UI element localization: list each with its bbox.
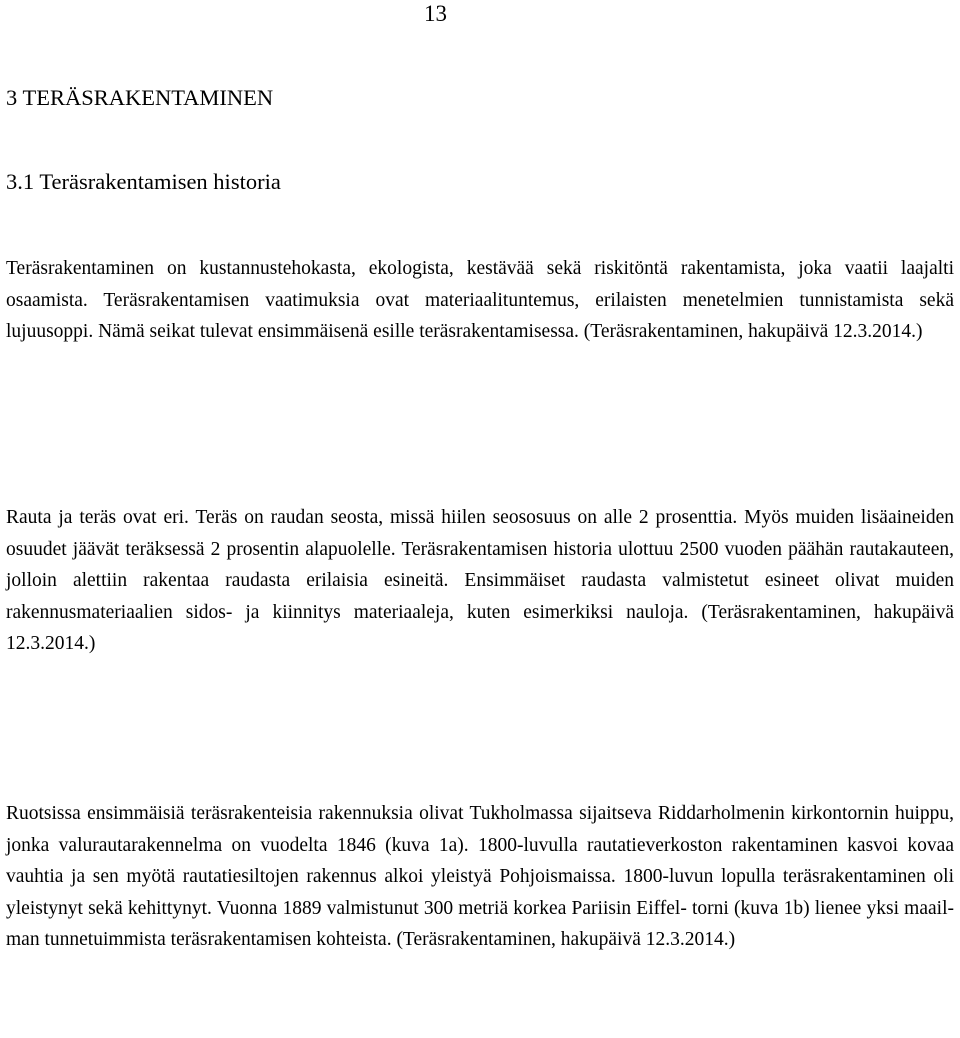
paragraph-iron-steel: Rauta ja teräs ovat eri. Teräs on raudan seosta, missä hiilen seososuus on alle 2 prosenttia. Myös muiden lisäaineiden osuudet jäävät teräksessä 2 prosentin alapuolelle. Teräsrakentamisen historia ulottuu 2500 vuoden päähän rautakauteen, jolloin alettiin rakentaa raudasta erilaisia esineitä. Ensimmäiset raudasta valmistetut esineet olivat muiden rakennusmateriaalien sidos- ja kiinnitys materiaaleja, kuten esimerkiksi nauloja. (Teräsrakentaminen, hakupäivä 12.3.2014.) xyxy=(6,507,954,654)
paragraph-sweden-history: Ruotsissa ensimmäisiä teräsrakenteisia rakennuksia olivat Tukholmassa sijaitseva Riddarholmenin kirkontornin huippu, jonka valurautarakennelma on vuodelta 1846 (kuva 1a). 1800-luvulla rautatieverkoston rakentaminen kasvoi kovaa vauhtia ja sen myötä rautatiesiltojen rakennus alkoi yleistyä Pohjoismaissa. 1800-luvun lopulla teräsrakentaminen oli yleistynyt sekä kehittynyt. Vuonna 1889 valmistunut 300 metriä korkea Pariisin Eiffel- torni (kuva 1b) lienee yksi maailman tunnetuimmista teräsrakentamisen kohteista. (Teräsrakentaminen, hakupäivä 12.3.2014.) xyxy=(6,803,954,950)
section-heading: 3.1 Teräsrakentamisen historia xyxy=(6,169,281,194)
page-number: 13 xyxy=(424,1,447,26)
chapter-heading: 3 TERÄSRAKENTAMINEN xyxy=(6,85,274,110)
paragraph-intro: Teräsrakentaminen on kustannustehokasta, ekologista, kestävää sekä riskitöntä rakentamista, joka vaatii laajalti osaamista. Teräsrakentamisen vaatimuksia ovat materiaalituntemus, erilaisten menetelmien tunnistamista sekä lujuusoppi. Nämä seikat tulevat ensimmäisenä esille teräsrakentamisessa. (Teräsrakentaminen, hakupäivä 12.3.2014.) xyxy=(6,258,954,342)
